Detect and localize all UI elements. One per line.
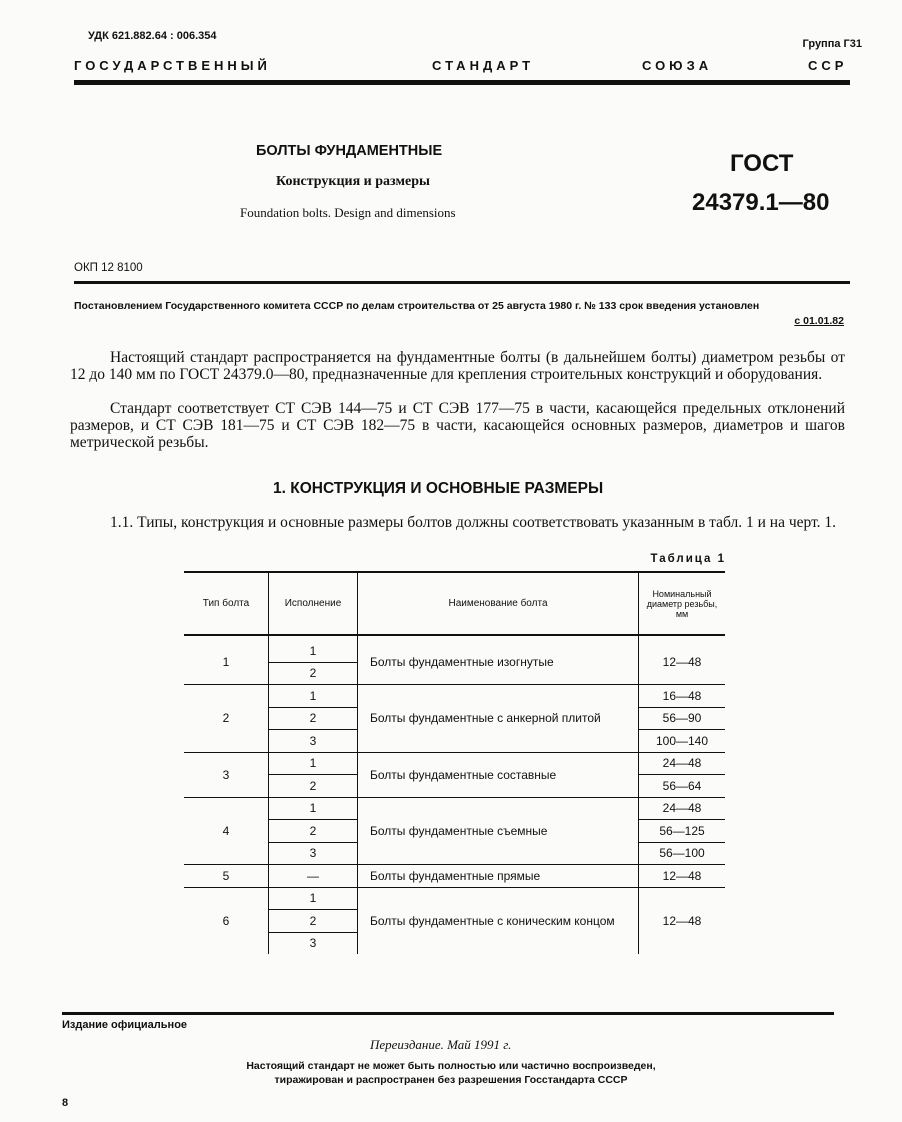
bolt-type: 4 <box>184 797 269 865</box>
version-cell: — <box>269 865 358 888</box>
bolt-name: Болты фундаментные с анкерной плитой <box>358 685 639 753</box>
table-row <box>184 685 725 708</box>
version-cell: 2 <box>269 910 358 933</box>
bolt-name: Болты фундаментные изогнутые <box>358 635 639 685</box>
okp-code: ОКП 12 8100 <box>74 262 143 274</box>
copyright-line-1: Настоящий стандарт не может быть полностью или частично воспроизведен, <box>246 1060 656 1072</box>
table-row <box>184 797 725 820</box>
diameter-cell: 100—140 <box>639 730 726 753</box>
bolt-type: 3 <box>184 752 269 797</box>
version-cell: 1 <box>269 752 358 775</box>
bolt-type: 2 <box>184 685 269 753</box>
bolt-name: Болты фундаментные прямые <box>358 865 639 888</box>
header-diameter: Номинальный диаметр резьбы, мм <box>639 572 726 635</box>
bolt-types-table <box>184 571 725 954</box>
version-cell: 1 <box>269 887 358 910</box>
table-row <box>184 887 725 910</box>
diameter-cell: 12—48 <box>639 865 726 888</box>
diameter-cell: 56—125 <box>639 820 726 843</box>
copyright-line-2: тиражирован и распространен без разрешения Госстандарта СССР <box>274 1074 628 1086</box>
diameter-cell: 56—100 <box>639 842 726 865</box>
table-row <box>184 865 725 888</box>
diameter-cell: 56—90 <box>639 707 726 730</box>
version-cell: 2 <box>269 662 358 685</box>
decree-date: с 01.01.82 <box>794 315 844 327</box>
header-name: Наименование болта <box>358 572 639 635</box>
bolt-type: 1 <box>184 635 269 685</box>
diameter-cell: 24—48 <box>639 752 726 775</box>
diameter-cell: 12—48 <box>639 635 726 685</box>
group-code: Группа Г31 <box>802 38 862 50</box>
version-cell: 2 <box>269 707 358 730</box>
version-cell: 2 <box>269 775 358 798</box>
table-header-row <box>184 572 725 635</box>
table-caption: Таблица 1 <box>650 553 726 565</box>
header-word-standard: СТАНДАРТ <box>432 58 535 73</box>
diameter-cell: 16—48 <box>639 685 726 708</box>
decree-text: Постановлением Государственного комитета СССР по делам строительства от 25 августа 1980 г. № 133 срок введения установлен <box>74 300 760 312</box>
page-number: 8 <box>62 1097 69 1109</box>
paragraph-1-1: 1.1. Типы, конструкция и основные размеры болтов должны соответствовать указанным в табл. 1 и на черт. 1. <box>110 514 837 531</box>
version-cell: 1 <box>269 635 358 662</box>
header-word-union: СОЮЗА <box>642 58 713 73</box>
version-cell: 3 <box>269 932 358 954</box>
table-row <box>184 635 725 662</box>
gost-number: 24379.1—80 <box>692 189 830 216</box>
doc-title-english: Foundation bolts. Design and dimensions <box>240 205 456 220</box>
bolt-name: Болты фундаментные съемные <box>358 797 639 865</box>
bolt-name: Болты фундаментные составные <box>358 752 639 797</box>
header-type: Тип болта <box>184 572 269 635</box>
header-version: Исполнение <box>269 572 358 635</box>
header-word-ussr: ССР <box>808 58 848 73</box>
table-row <box>184 752 725 775</box>
version-cell: 2 <box>269 820 358 843</box>
version-cell: 1 <box>269 685 358 708</box>
version-cell: 3 <box>269 842 358 865</box>
diameter-cell: 12—48 <box>639 887 726 954</box>
bolt-type: 5 <box>184 865 269 888</box>
gost-label: ГОСТ <box>730 150 794 177</box>
footer-rule <box>62 1012 834 1015</box>
doc-title: БОЛТЫ ФУНДАМЕНТНЫЕ <box>256 143 443 159</box>
header-rule <box>74 80 850 85</box>
header-word-state: ГОСУДАРСТВЕННЫЙ <box>74 58 271 73</box>
udk-code: УДК 621.882.64 : 006.354 <box>88 30 217 42</box>
official-edition: Издание официальное <box>62 1019 188 1031</box>
bolt-type: 6 <box>222 913 230 928</box>
paragraph-compliance: Стандарт соответствует СТ СЭВ 144—75 и СТ СЭВ 177—75 в части, касающейся предельных отклонений размеров, и СТ СЭВ 181—75 и СТ СЭВ 182—75 в части, касающейся основных размеров, диаметров и шагов метрической резьбы. <box>70 400 845 451</box>
section-heading: 1. КОНСТРУКЦИЯ И ОСНОВНЫЕ РАЗМЕРЫ <box>273 480 604 497</box>
diameter-cell: 24—48 <box>639 797 726 820</box>
paragraph-scope: Настоящий стандарт распространяется на фундаментные болты (в дальнейшем болты) диаметром резьбы от 12 до 140 мм по ГОСТ 24379.0—80, предназначенные для крепления строительных конструкций и оборудования. <box>70 349 845 383</box>
reissue-note: Переиздание. Май 1991 г. <box>370 1037 512 1052</box>
version-cell: 1 <box>269 797 358 820</box>
doc-subtitle: Конструкция и размеры <box>276 174 430 189</box>
diameter-cell: 56—64 <box>639 775 726 798</box>
okp-rule <box>74 281 850 284</box>
version-cell: 3 <box>269 730 358 753</box>
bolt-name: Болты фундаментные с коническим концом <box>358 887 639 954</box>
